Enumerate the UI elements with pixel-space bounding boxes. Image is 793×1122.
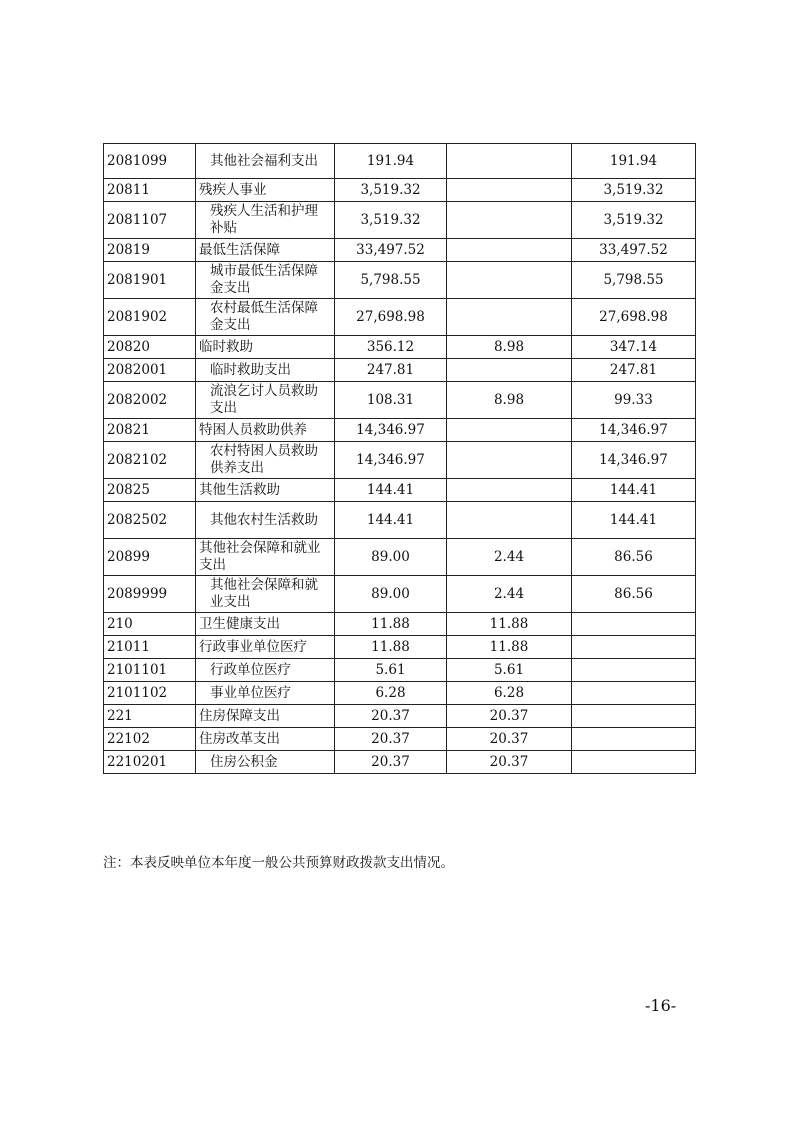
table-row <box>104 299 696 336</box>
project-expenditure-cell: 3,519.32 <box>572 202 696 239</box>
subject-name-cell: 卫生健康支出 <box>196 613 335 636</box>
total-amount-cell: 20.37 <box>335 728 447 751</box>
total-amount-cell: 144.41 <box>335 479 447 502</box>
project-expenditure-cell: 3,519.32 <box>572 179 696 202</box>
subject-code-cell: 20811 <box>104 179 196 202</box>
table-row <box>104 144 696 179</box>
basic-expenditure-cell <box>447 299 572 336</box>
subject-name-cell: 临时救助 <box>196 336 335 359</box>
subject-code-cell: 2210201 <box>104 751 196 774</box>
subject-code-cell: 20820 <box>104 336 196 359</box>
table-row <box>104 239 696 262</box>
expenditure-table-body <box>104 144 696 774</box>
basic-expenditure-cell <box>447 419 572 442</box>
subject-name-cell: 流浪乞讨人员救助支出 <box>196 382 335 419</box>
subject-name-cell: 行政事业单位医疗 <box>196 636 335 659</box>
project-expenditure-cell: 5,798.55 <box>572 262 696 299</box>
project-expenditure-cell <box>572 705 696 728</box>
subject-code-cell: 21011 <box>104 636 196 659</box>
project-expenditure-cell: 33,497.52 <box>572 239 696 262</box>
subject-code-cell: 2081902 <box>104 299 196 336</box>
table-row <box>104 479 696 502</box>
table-row <box>104 419 696 442</box>
project-expenditure-cell <box>572 636 696 659</box>
subject-code-cell: 20821 <box>104 419 196 442</box>
project-expenditure-cell <box>572 659 696 682</box>
total-amount-cell: 89.00 <box>335 576 447 613</box>
basic-expenditure-cell <box>447 262 572 299</box>
table-row <box>104 502 696 539</box>
page-number: -16- <box>645 996 677 1015</box>
table-row <box>104 576 696 613</box>
subject-code-cell: 2082102 <box>104 442 196 479</box>
total-amount-cell: 247.81 <box>335 359 447 382</box>
basic-expenditure-cell: 20.37 <box>447 751 572 774</box>
table-row <box>104 382 696 419</box>
subject-name-cell: 行政单位医疗 <box>196 659 335 682</box>
table-row <box>104 179 696 202</box>
project-expenditure-cell: 14,346.97 <box>572 419 696 442</box>
project-expenditure-cell: 86.56 <box>572 539 696 576</box>
subject-code-cell: 2081099 <box>104 144 196 179</box>
table-row <box>104 336 696 359</box>
project-expenditure-cell: 144.41 <box>572 479 696 502</box>
project-expenditure-cell: 27,698.98 <box>572 299 696 336</box>
basic-expenditure-cell: 20.37 <box>447 728 572 751</box>
basic-expenditure-cell <box>447 479 572 502</box>
total-amount-cell: 33,497.52 <box>335 239 447 262</box>
table-row <box>104 659 696 682</box>
total-amount-cell: 89.00 <box>335 539 447 576</box>
subject-name-cell: 其他农村生活救助 <box>196 502 335 539</box>
project-expenditure-cell: 86.56 <box>572 576 696 613</box>
total-amount-cell: 20.37 <box>335 705 447 728</box>
project-expenditure-cell: 14,346.97 <box>572 442 696 479</box>
project-expenditure-cell: 99.33 <box>572 382 696 419</box>
subject-name-cell: 最低生活保障 <box>196 239 335 262</box>
table-row <box>104 705 696 728</box>
total-amount-cell: 14,346.97 <box>335 442 447 479</box>
table-row <box>104 359 696 382</box>
subject-name-cell: 住房公积金 <box>196 751 335 774</box>
subject-code-cell: 210 <box>104 613 196 636</box>
subject-name-cell: 特困人员救助供养 <box>196 419 335 442</box>
subject-code-cell: 2101102 <box>104 682 196 705</box>
basic-expenditure-cell <box>447 502 572 539</box>
total-amount-cell: 5.61 <box>335 659 447 682</box>
total-amount-cell: 11.88 <box>335 636 447 659</box>
project-expenditure-cell: 191.94 <box>572 144 696 179</box>
basic-expenditure-cell <box>447 144 572 179</box>
subject-code-cell: 20825 <box>104 479 196 502</box>
subject-code-cell: 22102 <box>104 728 196 751</box>
total-amount-cell: 144.41 <box>335 502 447 539</box>
project-expenditure-cell: 144.41 <box>572 502 696 539</box>
table-row <box>104 751 696 774</box>
project-expenditure-cell <box>572 682 696 705</box>
project-expenditure-cell <box>572 751 696 774</box>
subject-name-cell: 住房保障支出 <box>196 705 335 728</box>
subject-name-cell: 临时救助支出 <box>196 359 335 382</box>
basic-expenditure-cell <box>447 179 572 202</box>
table-row <box>104 202 696 239</box>
basic-expenditure-cell: 8.98 <box>447 382 572 419</box>
total-amount-cell: 108.31 <box>335 382 447 419</box>
total-amount-cell: 356.12 <box>335 336 447 359</box>
basic-expenditure-cell <box>447 202 572 239</box>
total-amount-cell: 5,798.55 <box>335 262 447 299</box>
total-amount-cell: 27,698.98 <box>335 299 447 336</box>
total-amount-cell: 20.37 <box>335 751 447 774</box>
total-amount-cell: 3,519.32 <box>335 202 447 239</box>
subject-name-cell: 残疾人生活和护理补贴 <box>196 202 335 239</box>
table-row <box>104 539 696 576</box>
basic-expenditure-cell <box>447 359 572 382</box>
subject-name-cell: 事业单位医疗 <box>196 682 335 705</box>
table-row <box>104 682 696 705</box>
total-amount-cell: 191.94 <box>335 144 447 179</box>
project-expenditure-cell <box>572 728 696 751</box>
subject-code-cell: 2081901 <box>104 262 196 299</box>
table-row <box>104 636 696 659</box>
subject-name-cell: 城市最低生活保障金支出 <box>196 262 335 299</box>
subject-name-cell: 农村最低生活保障金支出 <box>196 299 335 336</box>
table-note: 注：本表反映单位本年度一般公共预算财政拨款支出情况。 <box>103 855 454 871</box>
subject-name-cell: 其他生活救助 <box>196 479 335 502</box>
subject-name-cell: 残疾人事业 <box>196 179 335 202</box>
project-expenditure-cell <box>572 613 696 636</box>
table-row <box>104 442 696 479</box>
subject-name-cell: 农村特困人员救助供养支出 <box>196 442 335 479</box>
subject-code-cell: 2081107 <box>104 202 196 239</box>
basic-expenditure-cell: 6.28 <box>447 682 572 705</box>
basic-expenditure-cell <box>447 442 572 479</box>
project-expenditure-cell: 247.81 <box>572 359 696 382</box>
subject-code-cell: 2089999 <box>104 576 196 613</box>
subject-name-cell: 其他社会保障和就业支出 <box>196 539 335 576</box>
total-amount-cell: 14,346.97 <box>335 419 447 442</box>
basic-expenditure-cell: 5.61 <box>447 659 572 682</box>
subject-code-cell: 20819 <box>104 239 196 262</box>
subject-code-cell: 2082001 <box>104 359 196 382</box>
subject-code-cell: 221 <box>104 705 196 728</box>
total-amount-cell: 11.88 <box>335 613 447 636</box>
basic-expenditure-cell: 2.44 <box>447 576 572 613</box>
subject-code-cell: 2101101 <box>104 659 196 682</box>
subject-code-cell: 20899 <box>104 539 196 576</box>
subject-name-cell: 其他社会福利支出 <box>196 144 335 179</box>
table-row <box>104 262 696 299</box>
subject-code-cell: 2082002 <box>104 382 196 419</box>
basic-expenditure-cell: 11.88 <box>447 613 572 636</box>
expenditure-table <box>103 143 696 774</box>
basic-expenditure-cell: 8.98 <box>447 336 572 359</box>
basic-expenditure-cell <box>447 239 572 262</box>
subject-name-cell: 其他社会保障和就业支出 <box>196 576 335 613</box>
basic-expenditure-cell: 20.37 <box>447 705 572 728</box>
expenditure-table-container <box>103 143 695 774</box>
total-amount-cell: 6.28 <box>335 682 447 705</box>
project-expenditure-cell: 347.14 <box>572 336 696 359</box>
subject-name-cell: 住房改革支出 <box>196 728 335 751</box>
table-row <box>104 613 696 636</box>
subject-code-cell: 2082502 <box>104 502 196 539</box>
basic-expenditure-cell: 2.44 <box>447 539 572 576</box>
table-row <box>104 728 696 751</box>
basic-expenditure-cell: 11.88 <box>447 636 572 659</box>
total-amount-cell: 3,519.32 <box>335 179 447 202</box>
